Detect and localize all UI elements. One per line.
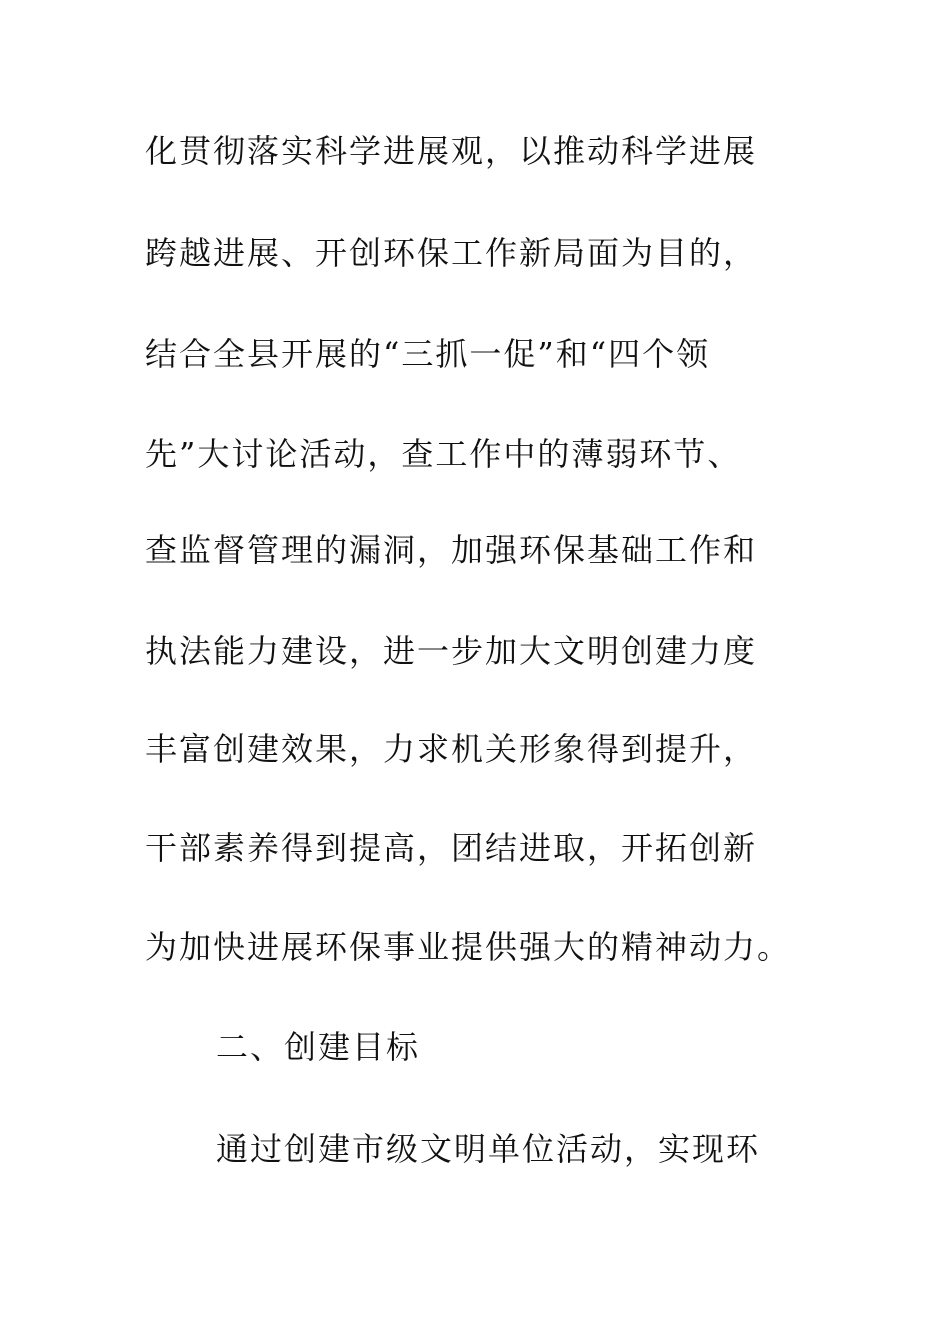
paragraph-line-3: 结合全县开展的“三抓一促”和“四个领 (145, 335, 711, 373)
paragraph-line-next: 通过创建市级文明单位活动，实现环 (216, 1130, 761, 1168)
section-heading: 二、创建目标 (216, 1028, 421, 1066)
paragraph-line-4: 先”大讨论活动，查工作中的薄弱环节、 (145, 435, 742, 473)
paragraph-line-5: 查监督管理的漏洞，加强环保基础工作和 (145, 531, 758, 569)
paragraph-line-2: 跨越进展、开创环保工作新局面为目的， (145, 234, 758, 272)
paragraph-line-7: 丰富创建效果，力求机关形象得到提升， (145, 730, 758, 768)
paragraph-line-8: 干部素养得到提高，团结进取，开拓创新 (145, 829, 758, 867)
paragraph-line-1: 化贯彻落实科学进展观，以推动科学进展 (145, 132, 758, 170)
paragraph-line-9: 为加快进展环保事业提供强大的精神动力。 (145, 928, 792, 966)
paragraph-line-6: 执法能力建设，进一步加大文明创建力度 (145, 632, 758, 670)
